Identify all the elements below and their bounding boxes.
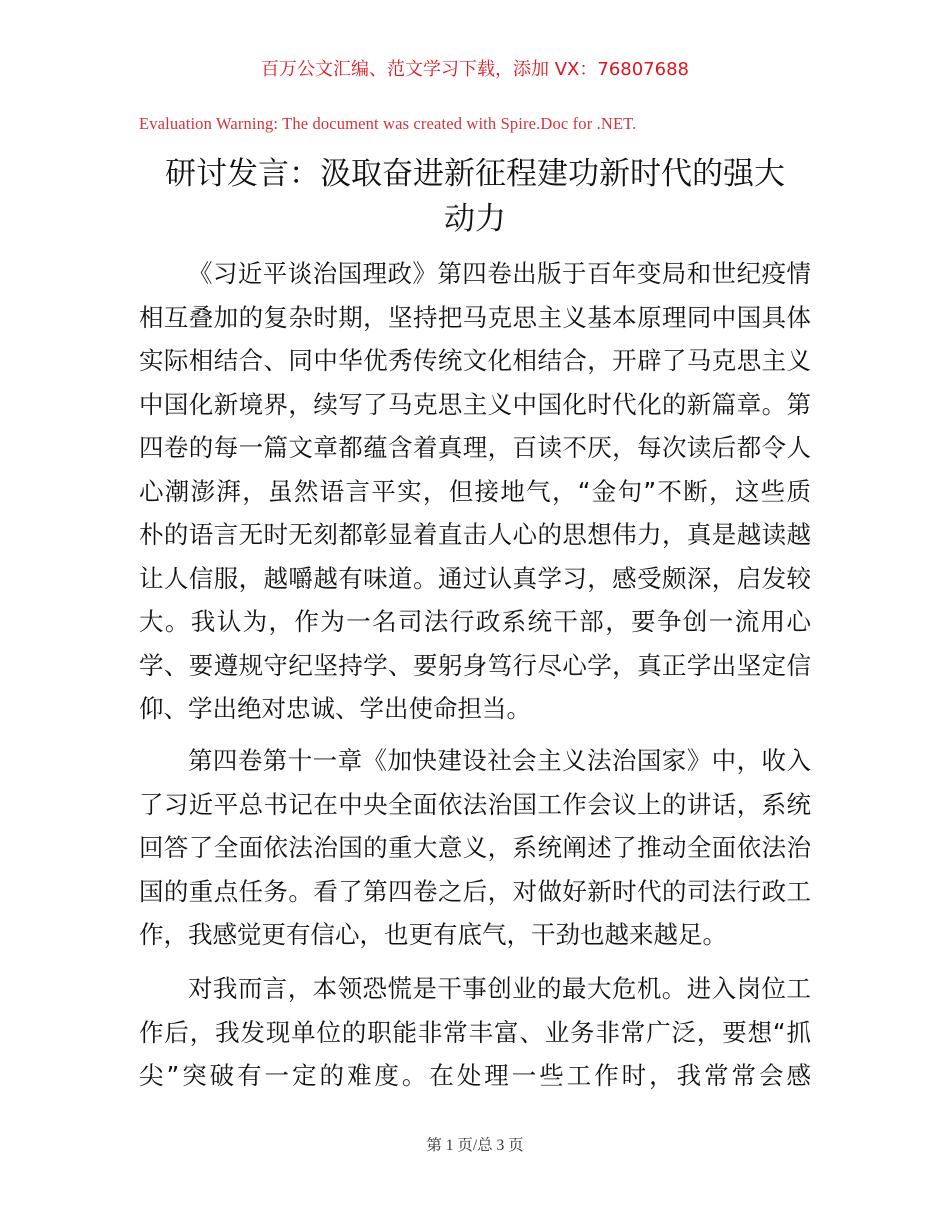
text-line: 中国化新境界，续写了马克思主义中国化时代化的新篇章。第 bbox=[139, 389, 811, 419]
text-line: 国的重点任务。看了第四卷之后，对做好新时代的司法行政工 bbox=[139, 876, 811, 906]
text-line: 对我而言，本领恐慌是干事创业的最大危机。进入岗位工 bbox=[188, 974, 811, 1003]
text-line: 第四卷第十一章《加快建设社会主义法治国家》中，收入 bbox=[188, 746, 811, 775]
paragraph-1 bbox=[139, 252, 811, 731]
text-line: 回答了全面依法治国的重大意义，系统阐述了推动全面依法治 bbox=[139, 833, 811, 862]
page-number-footer: 第 1 页/总 3 页 bbox=[426, 1137, 524, 1154]
paragraph-3 bbox=[139, 967, 811, 1098]
text-line: 了习近平总书记在中央全面依法治国工作会议上的讲话，系统 bbox=[139, 789, 811, 819]
text-line: 四卷的每一篇文章都蕴含着真理，百读不厌，每次读后都令人 bbox=[139, 433, 811, 462]
text-line: 作后，我发现单位的职能非常丰富、业务非常广泛，要想“抓 bbox=[139, 1017, 811, 1047]
title-line: 研讨发言：汲取奋进新征程建功新时代的强大 bbox=[165, 156, 785, 192]
paragraph-2 bbox=[139, 739, 811, 957]
text-line: 相互叠加的复杂时期，坚持把马克思主义基本原理同中国具体 bbox=[139, 302, 811, 332]
evaluation-warning: Evaluation Warning: The document was created with Spire.Doc for .NET. bbox=[139, 114, 637, 133]
text-line: 尖”突破有一定的难度。在处理一些工作时，我常常会感 bbox=[139, 1061, 811, 1090]
text-line: 大。我认为，作为一名司法行政系统干部，要争创一流用心 bbox=[139, 607, 811, 636]
text-line: 实际相结合、同中华优秀传统文化相结合，开辟了马克思主义 bbox=[139, 346, 811, 375]
text-line: 仰、学出绝对忠诚、学出使命担当。 bbox=[139, 694, 531, 723]
text-line: 朴的语言无时无刻都彰显着直击人心的思想伟力，真是越读越 bbox=[139, 520, 811, 549]
text-line: 心潮澎湃，虽然语言平实，但接地气，“金句”不断，这些质 bbox=[139, 476, 811, 506]
text-line: 作，我感觉更有信心，也更有底气，干劲也越来越足。 bbox=[139, 920, 727, 949]
title-line: 动力 bbox=[444, 201, 506, 237]
text-line: 让人信服，越嚼越有味道。通过认真学习，感受颇深，启发较 bbox=[139, 563, 811, 593]
text-line: 《习近平谈治国理政》第四卷出版于百年变局和世纪疫情 bbox=[188, 259, 811, 288]
header-ad-banner: 百万公文汇编、范文学习下载，添加 VX：76807688 bbox=[261, 59, 689, 80]
text-line: 学、要遵规守纪坚持学、要躬身笃行尽心学，真正学出坚定信 bbox=[139, 650, 811, 680]
document-title bbox=[139, 152, 811, 242]
